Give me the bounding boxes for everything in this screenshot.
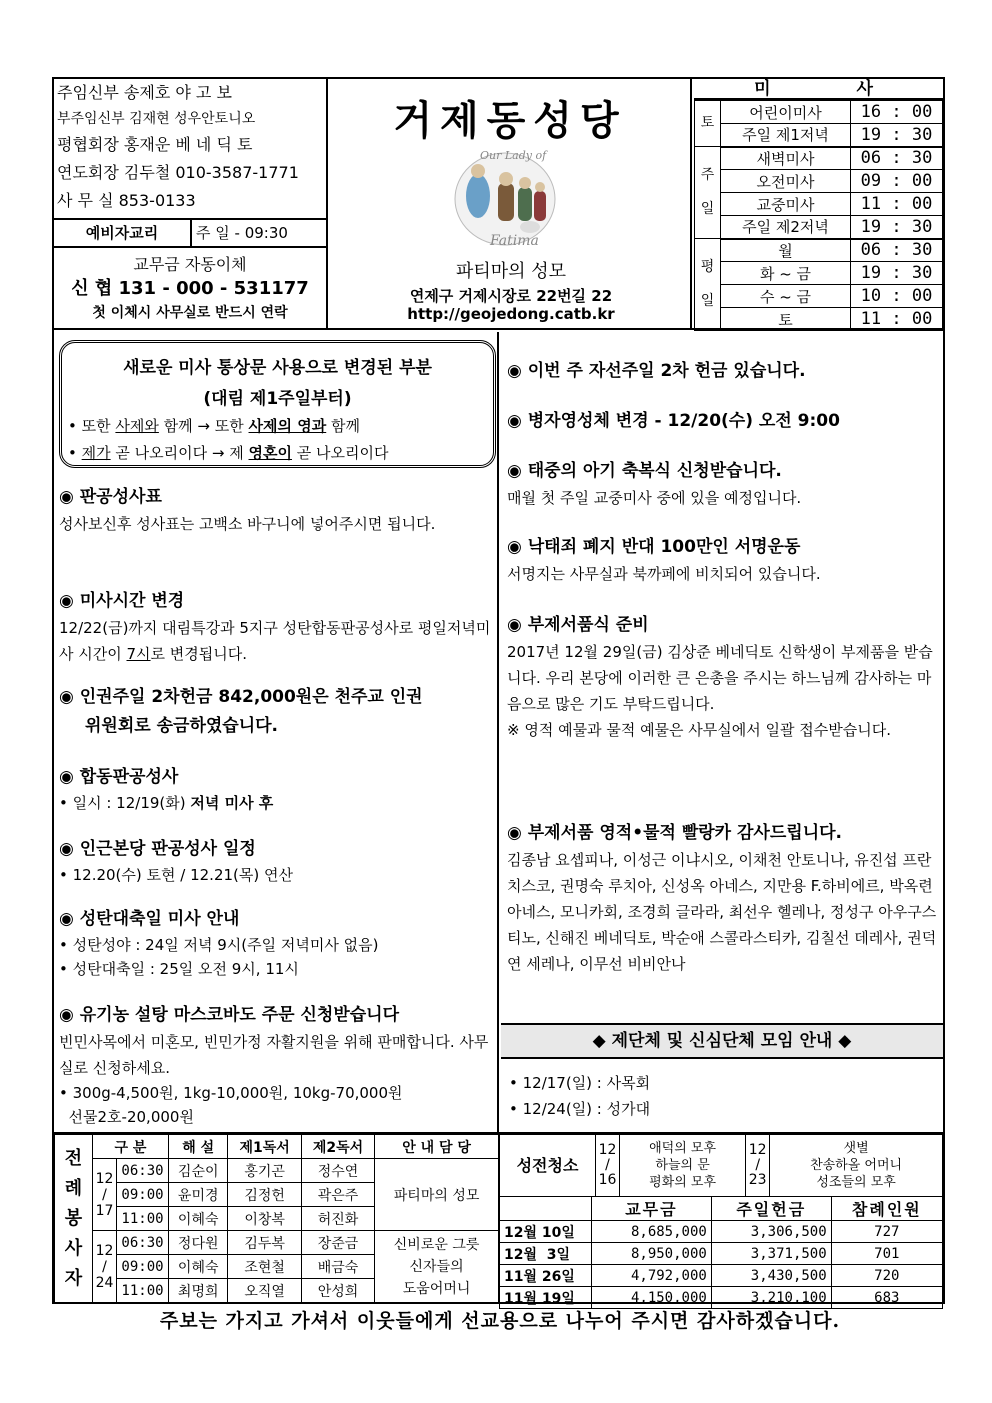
section-diaconate bbox=[507, 610, 939, 743]
section-body: 서명지는 사무실과 북까페에 비치되어 있습니다. bbox=[507, 565, 821, 583]
liturgy-change-row: • 제가 곧 나오리이다 → 제 영혼이 곧 나오리이다 bbox=[68, 444, 389, 462]
commentator: 정다원 bbox=[169, 1231, 228, 1255]
week-date: 12 / 17 bbox=[93, 1159, 117, 1231]
staff-panel bbox=[54, 79, 328, 330]
service-time: 06:30 bbox=[117, 1231, 169, 1255]
section-sick-communion bbox=[507, 406, 939, 435]
mass-name: 월 bbox=[721, 239, 851, 262]
section-title: ◉ 부제서품식 준비 bbox=[507, 615, 649, 635]
mass-name: 토 bbox=[721, 308, 851, 331]
section-body: 김종남 요셉피나, 이성근 이냐시오, 이채천 안토니나, 유진섭 프란치스코, 권명숙 루치아, 신성옥 아네스, 지만용 F.하비에르, 박옥련 아네스, 모니카회, 조경희 글라라, 최선우 헬레나, 정성구 아우구스티노, 신해진 베네딕토, 박순애 스콜라스티카, 김칠선 데레사, 권덕연 세레나, 이무선 비비안나 bbox=[507, 851, 937, 973]
reader-2: 허진화 bbox=[301, 1207, 374, 1231]
section-title: ◉ 합동판공성사 bbox=[59, 767, 179, 787]
service-time: 09:00 bbox=[117, 1255, 169, 1279]
section-title: ◉ 병자영성체 변경 - 12/20(수) 오전 9:00 bbox=[507, 411, 840, 431]
mass-name: 교중미사 bbox=[721, 193, 851, 216]
table-header bbox=[500, 1197, 592, 1221]
list-item: • 12/17(일) : 사목회 bbox=[509, 1074, 651, 1092]
list-item: 선물2호-20,000원 bbox=[59, 1108, 194, 1126]
table-header: 주일헌금 bbox=[711, 1197, 831, 1221]
transfer-info bbox=[54, 253, 326, 325]
mass-name: 수 ~ 금 bbox=[721, 285, 851, 308]
mass-name: 오전미사 bbox=[721, 170, 851, 193]
cleaning-label: 성전청소 bbox=[500, 1135, 596, 1197]
catechism-row bbox=[54, 218, 326, 248]
table-row: 11월 19일 4,150,000 3,210,100 683 bbox=[500, 1287, 943, 1309]
section-title: ◉ 낙태죄 폐지 반대 100만인 서명운동 bbox=[507, 537, 801, 557]
staff-associate: 부주임신부 김재현 성우안토니오 bbox=[57, 111, 256, 127]
catechism-label: 예비자교리 bbox=[54, 220, 192, 246]
cleaning-groups: 애덕의 모후 하늘의 문 평화의 모후 bbox=[620, 1135, 746, 1197]
mass-time: 19 : 30 bbox=[851, 216, 943, 239]
commentator: 김순이 bbox=[169, 1159, 228, 1183]
section-sugar-order bbox=[59, 1000, 497, 1129]
reader-2: 배금숙 bbox=[301, 1255, 374, 1279]
section-title: ◉ 부제서품 영적•물적 빨랑카 감사드립니다. bbox=[507, 823, 843, 843]
ministers-label: 전 례 봉 사 자 bbox=[55, 1135, 93, 1303]
table-row: 12월 10일 8,685,000 3,306,500 727 bbox=[500, 1221, 943, 1243]
section-joint-confession bbox=[59, 762, 497, 815]
groups-list bbox=[509, 1070, 650, 1122]
transfer-note: 첫 이체시 사무실로 반드시 연락 bbox=[92, 305, 288, 321]
section-charity-collection bbox=[507, 356, 939, 385]
mass-name: 화 ~ 금 bbox=[721, 262, 851, 285]
section-body: 매월 첫 주일 교중미사 중에 있을 예정입니다. bbox=[507, 489, 802, 507]
section-title: ◉ 유기농 설탕 마스코바도 주문 신청받습니다 bbox=[59, 1005, 400, 1025]
reader-1: 이창복 bbox=[228, 1207, 301, 1231]
table-header: 교무금 bbox=[592, 1197, 712, 1221]
table-header: 제2독서 bbox=[301, 1135, 374, 1159]
church-address: 연제구 거제시장로 22번길 22 bbox=[409, 287, 613, 305]
section-human-rights bbox=[59, 682, 497, 740]
table-row: 11월 26일 4,792,000 3,430,500 720 bbox=[500, 1265, 943, 1287]
liturgy-change-row: • 또한 사제와 함께 → 또한 사제의 영과 함께 bbox=[68, 417, 360, 435]
reader-2: 장준금 bbox=[301, 1231, 374, 1255]
left-column bbox=[54, 332, 499, 1132]
mass-schedule bbox=[694, 79, 943, 330]
commentator: 이혜숙 bbox=[169, 1207, 228, 1231]
mass-name: 주일 제2저녁 bbox=[721, 216, 851, 239]
svg-text:Fatima: Fatima bbox=[490, 233, 539, 249]
cleaning-date: 12 / 23 bbox=[746, 1135, 770, 1197]
cleaning-groups: 샛별 찬송하올 어머니 성조들의 모후 bbox=[770, 1135, 943, 1197]
mass-name: 주일 제1저녁 bbox=[721, 124, 851, 147]
section-note: ※ 영적 예물과 물적 예물은 사무실에서 일괄 접수받습니다. bbox=[507, 721, 891, 739]
section-title-cont: 위원회로 송금하였습니다. bbox=[85, 716, 279, 736]
reader-1: 조현철 bbox=[228, 1255, 301, 1279]
church-url[interactable]: http://geojedong.catb.kr bbox=[407, 305, 615, 323]
mass-time: 09 : 00 bbox=[851, 170, 943, 193]
section-body: 12/22(금)까지 대림특강과 5지구 성탄합동판공성사로 평일저녁미사 시간이 7시로 변경됩니다. bbox=[59, 619, 491, 663]
finance-table bbox=[499, 1196, 943, 1309]
catechism-time: 주 일 - 09:30 bbox=[196, 224, 288, 242]
transfer-title: 교무금 자동이체 bbox=[133, 255, 247, 274]
commentator: 최명희 bbox=[169, 1279, 228, 1303]
table-header: 제1독서 bbox=[228, 1135, 301, 1159]
section-christmas-mass bbox=[59, 904, 497, 981]
section-title: ◉ 태중의 아기 축복식 신청받습니다. bbox=[507, 461, 782, 481]
our-lady-of-fatima-logo bbox=[450, 141, 560, 251]
right-column bbox=[501, 332, 943, 1132]
transfer-account: 신 협 131 - 000 - 531177 bbox=[71, 278, 309, 299]
section-unborn-blessing bbox=[507, 456, 939, 511]
mass-time: 11 : 00 bbox=[851, 193, 943, 216]
section-thanks bbox=[507, 818, 939, 977]
mass-name: 새벽미사 bbox=[721, 147, 851, 170]
reader-1: 김두복 bbox=[228, 1231, 301, 1255]
section-body: 빈민사목에서 미혼모, 빈민가정 자활지원을 위해 판매합니다. 사무실로 신청하세요. bbox=[59, 1033, 489, 1077]
section-title: ◉ 판공성사표 bbox=[59, 487, 162, 507]
table-header: 해 설 bbox=[169, 1135, 228, 1159]
mass-time: 19 : 30 bbox=[851, 262, 943, 285]
patron-name: 파티마의 성모 bbox=[455, 261, 567, 282]
liturgy-change-box bbox=[59, 340, 496, 468]
reader-2: 정수연 bbox=[301, 1159, 374, 1183]
footer-message: 주보는 가지고 가셔서 이웃들에게 선교용으로 나누어 주시면 감사하겠습니다. bbox=[159, 1310, 841, 1332]
reader-1: 김정헌 bbox=[228, 1183, 301, 1207]
reader-1: 오직열 bbox=[228, 1279, 301, 1303]
reader-1: 홍기곤 bbox=[228, 1159, 301, 1183]
bottom-tables bbox=[54, 1132, 943, 1307]
section-body: 성사보신후 성사표는 고백소 바구니에 넣어주시면 됩니다. bbox=[59, 515, 436, 533]
list-item: • 성탄대축일 : 25일 오전 9시, 11시 bbox=[59, 960, 299, 978]
list-item: • 일시 : 12/19(화) 저녁 미사 후 bbox=[59, 794, 274, 812]
section-title: ◉ 성탄대축일 미사 안내 bbox=[59, 909, 240, 929]
list-item: • 300g-4,500원, 1kg-10,000원, 10kg-70,000원 bbox=[59, 1084, 403, 1102]
table-header: 안 내 담 당 bbox=[375, 1135, 499, 1159]
service-time: 06:30 bbox=[117, 1159, 169, 1183]
bulletin-page bbox=[52, 77, 945, 1307]
service-time: 09:00 bbox=[117, 1183, 169, 1207]
table-header: 참례인원 bbox=[831, 1197, 942, 1221]
mass-time: 06 : 30 bbox=[851, 239, 943, 262]
section-mass-time-change bbox=[59, 586, 497, 667]
section-abortion-petition bbox=[507, 532, 939, 587]
mass-time: 11 : 00 bbox=[851, 308, 943, 331]
section-title: ◉ 미사시간 변경 bbox=[59, 591, 185, 611]
service-time: 11:00 bbox=[117, 1207, 169, 1231]
staff-funeral: 연도회장 김두철 010-3587-1771 bbox=[57, 163, 299, 182]
mass-table bbox=[694, 100, 943, 331]
mass-name: 어린이미사 bbox=[721, 101, 851, 124]
cleaning-date: 12 / 16 bbox=[596, 1135, 620, 1197]
commentator: 윤미경 bbox=[169, 1183, 228, 1207]
day-weekday: 평 일 bbox=[695, 239, 721, 331]
day-sunday: 주 일 bbox=[695, 147, 721, 239]
list-item: • 성탄성야 : 24일 저녁 9시(주일 저녁미사 없음) bbox=[59, 936, 379, 954]
service-time: 11:00 bbox=[117, 1279, 169, 1303]
reader-2: 곽은주 bbox=[301, 1183, 374, 1207]
liturgy-box-title: 새로운 미사 통상문 사용으로 변경된 부분 bbox=[123, 358, 432, 378]
section-body: 2017년 12월 29일(금) 김상준 베네딕토 신학생이 부제품을 받습니다. 우리 본당에 이러한 큰 은총을 주시는 하느님께 감사하는 마음으로 많은 기도 부탁드립니다. bbox=[507, 643, 933, 713]
mass-time: 10 : 00 bbox=[851, 285, 943, 308]
list-item: • 12.20(수) 토현 / 12.21(목) 연산 bbox=[59, 866, 293, 884]
section-nearby-parish bbox=[59, 834, 497, 887]
groups-title: ◆ 제단체 및 신심단체 모임 안내 ◆ bbox=[501, 1023, 943, 1059]
section-confession-ticket bbox=[59, 482, 497, 537]
church-name: 거제동성당 bbox=[393, 97, 627, 144]
mass-time: 16 : 00 bbox=[851, 101, 943, 124]
staff-council: 평협회장 홍재운 베 네 딕 토 bbox=[57, 135, 253, 154]
week-date: 12 / 24 bbox=[93, 1231, 117, 1303]
mass-time: 06 : 30 bbox=[851, 147, 943, 170]
staff-pastor: 주임신부 송제호 야 고 보 bbox=[57, 83, 232, 102]
liturgy-box-subtitle: (대림 제1주일부터) bbox=[203, 389, 352, 409]
commentator: 이혜숙 bbox=[169, 1255, 228, 1279]
header bbox=[54, 79, 943, 330]
mass-time: 19 : 30 bbox=[851, 124, 943, 147]
day-saturday: 토 bbox=[695, 101, 721, 147]
table-row: 12월 3일 8,950,000 3,371,500 701 bbox=[500, 1243, 943, 1265]
staff-office: 사 무 실 853-0133 bbox=[57, 191, 196, 210]
liturgy-ministers-table bbox=[54, 1134, 499, 1303]
section-title: ◉ 이번 주 자선주일 2차 헌금 있습니다. bbox=[507, 361, 806, 381]
section-title: ◉ 인권주일 2차헌금 842,000원은 천주교 인권 bbox=[59, 687, 423, 707]
reader-2: 안성희 bbox=[301, 1279, 374, 1303]
mass-title: 미 사 bbox=[694, 79, 943, 100]
list-item: • 12/24(일) : 성가대 bbox=[509, 1100, 651, 1118]
guide-group: 신비로운 그릇 신자들의 도움어머니 bbox=[375, 1231, 499, 1303]
svg-text:Our Lady of: Our Lady of bbox=[480, 149, 547, 162]
table-header: 구 분 bbox=[93, 1135, 169, 1159]
church-masthead bbox=[330, 79, 692, 330]
guide-group: 파티마의 성모 bbox=[375, 1159, 499, 1231]
cleaning-table bbox=[499, 1134, 943, 1197]
section-title: ◉ 인근본당 판공성사 일정 bbox=[59, 839, 256, 859]
